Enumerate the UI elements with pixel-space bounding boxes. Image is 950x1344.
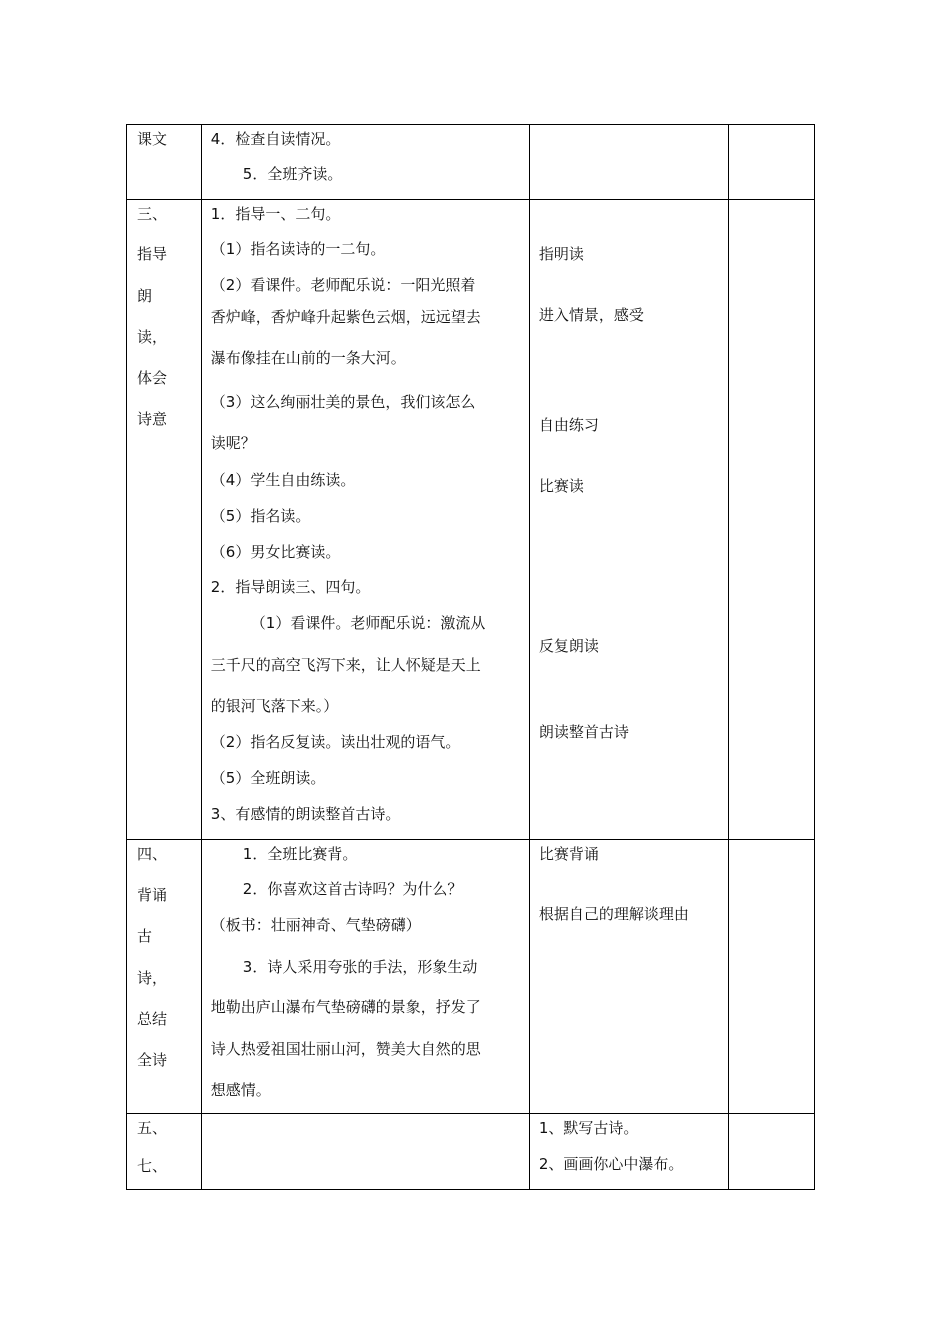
- activity-line: 朗读整首古诗: [538, 723, 629, 741]
- activity-line: 指明读: [538, 245, 584, 263]
- section-label: 课文: [137, 130, 168, 148]
- process-line: （3）这么绚丽壮美的景色，我们该怎么: [210, 393, 476, 411]
- table-row: [127, 840, 814, 1114]
- section-label: 朗: [137, 287, 153, 305]
- section-label: 全诗: [137, 1051, 168, 1069]
- table-row: [127, 1114, 814, 1189]
- notes-cell: [729, 125, 814, 199]
- section-label: 古: [137, 927, 153, 945]
- section-label: 总结: [137, 1010, 168, 1028]
- section-label: 读，: [137, 328, 168, 346]
- process-line: 三千尺的高空飞泻下来，让人怀疑是天上: [210, 656, 481, 674]
- activity-cell: [530, 1114, 729, 1189]
- notes-cell: [729, 1114, 814, 1189]
- process-line: （2）指名反复读。读出壮观的语气。: [210, 733, 461, 751]
- process-line: 想感情。: [210, 1081, 271, 1099]
- process-line: 读呢？: [210, 434, 256, 452]
- process-line: 瀑布像挂在山前的一条大河。: [210, 349, 406, 367]
- section-label: 三、: [137, 205, 168, 223]
- section-label: 体会: [137, 369, 168, 387]
- section-cell: [127, 840, 202, 1113]
- section-cell: [127, 1114, 202, 1189]
- section-label: 七、: [137, 1157, 168, 1175]
- notes-cell: [729, 200, 814, 839]
- process-line: 4．检查自读情况。: [210, 130, 341, 148]
- process-line: （4）学生自由练读。: [210, 471, 356, 489]
- activity-cell: [530, 840, 729, 1113]
- process-line: 2．指导朗读三、四句。: [210, 578, 371, 596]
- activity-line: 2、画画你心中瀑布。: [538, 1155, 684, 1173]
- activity-line: 比赛读: [538, 477, 584, 495]
- process-line: （板书：壮丽神奇、气垫磅礴）: [210, 916, 421, 934]
- process-cell: [202, 200, 530, 839]
- process-cell: [202, 840, 530, 1113]
- activity-line: 自由练习: [538, 416, 599, 434]
- table-row: [127, 200, 814, 840]
- process-line: 2．你喜欢这首古诗吗？为什么？: [242, 880, 463, 898]
- activity-line: 比赛背诵: [538, 845, 599, 863]
- section-label: 指导: [137, 245, 168, 263]
- process-line: 3、有感情的朗读整首古诗。: [210, 805, 401, 823]
- process-cell: [202, 1114, 530, 1189]
- lesson-plan-table: [126, 124, 815, 1190]
- section-label: 五、: [137, 1119, 168, 1137]
- activity-line: 反复朗读: [538, 637, 599, 655]
- process-line: （5）指名读。: [210, 507, 311, 525]
- section-label: 四、: [137, 845, 168, 863]
- section-cell: [127, 200, 202, 839]
- process-line: 1．全班比赛背。: [242, 845, 358, 863]
- activity-line: 1、默写古诗。: [538, 1119, 639, 1137]
- process-line: （5）全班朗读。: [210, 769, 326, 787]
- process-line: 香炉峰，香炉峰升起紫色云烟，远远望去: [210, 308, 481, 326]
- activity-line: 进入情景，感受: [538, 306, 644, 324]
- section-label: 诗意: [137, 410, 168, 428]
- process-line: （1）指名读诗的一二句。: [210, 240, 386, 258]
- process-line: 3．诗人采用夸张的手法，形象生动: [242, 958, 478, 976]
- section-cell: [127, 125, 202, 199]
- activity-cell: [530, 125, 729, 199]
- section-label: 诗，: [137, 969, 168, 987]
- process-line: 5．全班齐读。: [242, 165, 343, 183]
- activity-line: 根据自己的理解谈理由: [538, 905, 689, 923]
- process-cell: [202, 125, 530, 199]
- process-line: 的银河飞落下来。）: [210, 697, 339, 715]
- process-line: （1）看课件。老师配乐说：激流从: [250, 614, 486, 632]
- process-line: 诗人热爱祖国壮丽山河，赞美大自然的思: [210, 1040, 481, 1058]
- activity-cell: [530, 200, 729, 839]
- section-label: 背诵: [137, 886, 168, 904]
- process-line: 地勒出庐山瀑布气垫磅礴的景象，抒发了: [210, 998, 481, 1016]
- notes-cell: [729, 840, 814, 1113]
- process-line: 1．指导一、二句。: [210, 205, 341, 223]
- process-line: （6）男女比赛读。: [210, 543, 341, 561]
- process-line: （2）看课件。老师配乐说：一阳光照着: [210, 276, 476, 294]
- table-row: [127, 125, 814, 200]
